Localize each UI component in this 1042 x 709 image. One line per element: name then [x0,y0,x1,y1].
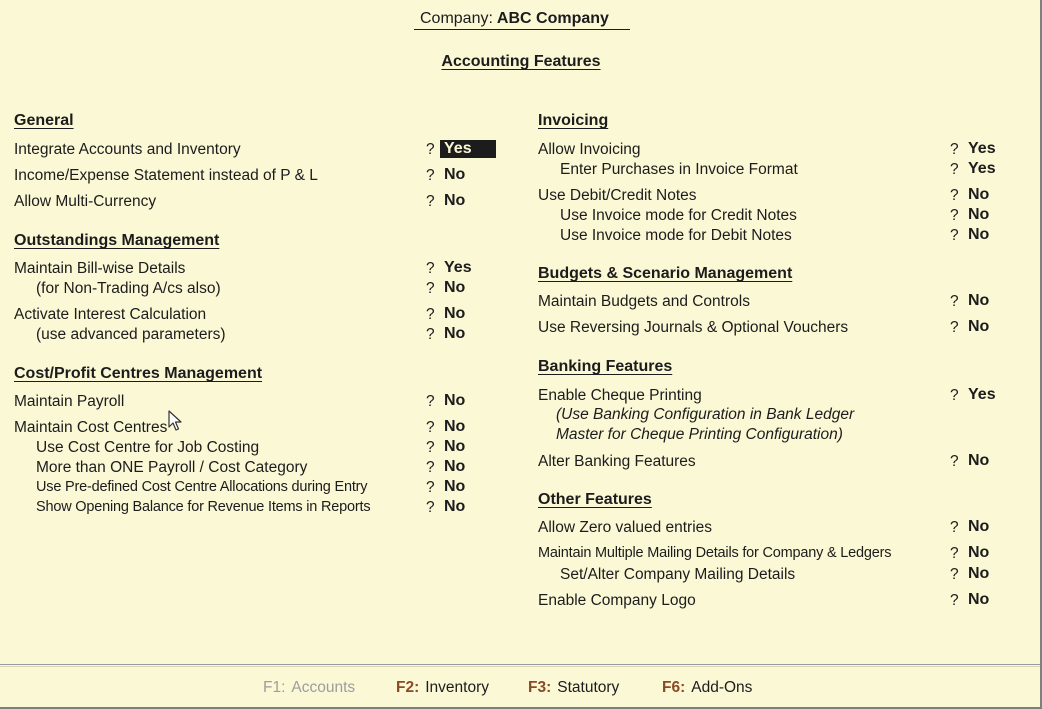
option-income-expense-statement[interactable] [14,167,504,187]
function-key: F1: [263,679,286,696]
question-mark: ? [950,592,959,609]
option-value-field[interactable]: No [968,544,990,561]
option-integrate-accounts-inventory[interactable] [14,141,504,161]
option-set-alter-mailing-details[interactable] [538,566,1008,586]
option-maintain-payroll[interactable] [14,393,504,413]
option-cost-centre-job-costing[interactable] [14,439,504,459]
option-label: Allow Invoicing [538,141,641,158]
option-invoice-mode-credit-notes[interactable] [538,207,1008,227]
option-value-field[interactable]: No [968,318,990,335]
question-mark: ? [950,207,959,224]
question-mark: ? [950,519,959,536]
option-maintain-budgets[interactable] [538,293,1008,313]
option-allow-invoicing[interactable] [538,141,1008,161]
option-label: Enable Company Logo [538,592,696,609]
section-heading-cost-centres: Cost/Profit Centres Management [14,365,263,382]
option-predefined-cost-allocations[interactable] [14,479,504,499]
function-key: F6: [662,679,686,696]
question-mark: ? [950,545,959,562]
question-mark: ? [426,393,435,410]
option-label: Use Cost Centre for Job Costing [36,439,260,456]
f3-statutory-button[interactable] [528,679,619,697]
option-value-field[interactable]: Yes [440,140,496,158]
option-value-field[interactable]: No [444,392,466,409]
option-label: Maintain Multiple Mailing Details for Company & Ledgers [538,545,892,561]
question-mark: ? [426,459,435,476]
option-label: Allow Zero valued entries [538,519,713,536]
section-heading-budgets: Budgets & Scenario Management [538,265,793,282]
option-label: (use advanced parameters) [36,326,226,343]
question-mark: ? [950,187,959,204]
option-label: Allow Multi-Currency [14,193,157,210]
option-label: More than ONE Payroll / Cost Category [36,459,308,476]
option-label: Maintain Budgets and Controls [538,293,750,310]
option-interest-advanced-params[interactable] [14,326,504,346]
section-heading-banking: Banking Features [538,358,673,375]
option-label: Use Pre-defined Cost Centre Allocations during Entry [36,479,368,495]
option-label: Alter Banking Features [538,453,696,470]
option-purchases-invoice-format[interactable] [538,161,1008,181]
option-value-field[interactable]: No [444,418,466,435]
option-label: Activate Interest Calculation [14,306,207,323]
f6-add-ons-button[interactable] [662,679,752,697]
section-heading-other: Other Features [538,491,652,508]
option-label: Show Opening Balance for Revenue Items in Reports [36,499,371,515]
option-label: Maintain Cost Centres [14,419,168,436]
option-value-field[interactable]: No [968,518,990,535]
option-label: Maintain Payroll [14,393,125,410]
question-mark: ? [426,306,435,323]
question-mark: ? [426,419,435,436]
question-mark: ? [426,260,435,277]
option-debit-credit-notes[interactable] [538,187,1008,207]
option-multiple-mailing-details[interactable] [538,545,1008,565]
option-label: Income/Expense Statement instead of P & L [14,167,318,184]
option-allow-zero-valued[interactable] [538,519,1008,539]
option-label: Set/Alter Company Mailing Details [560,566,796,583]
option-value-field[interactable]: No [968,452,990,469]
option-value-field[interactable]: Yes [968,386,996,403]
option-label: Integrate Accounts and Inventory [14,141,241,158]
option-label: Use Invoice mode for Credit Notes [560,207,797,224]
question-mark: ? [426,439,435,456]
option-allow-multi-currency[interactable] [14,193,504,213]
section-heading-outstandings: Outstandings Management [14,232,220,249]
option-value-field[interactable]: No [968,292,990,309]
option-label: Use Invoice mode for Debit Notes [560,227,792,244]
question-mark: ? [426,141,435,158]
option-value-field[interactable]: No [444,498,466,515]
cheque-printing-note-line-1 [538,406,1008,426]
question-mark: ? [426,167,435,184]
question-mark: ? [950,319,959,336]
option-value-field[interactable]: No [444,305,466,322]
option-activate-interest[interactable] [14,306,504,326]
cheque-printing-note-line-2 [538,426,1008,446]
question-mark: ? [950,453,959,470]
note-text: (Use Banking Configuration in Bank Ledger [556,406,855,423]
question-mark: ? [426,479,435,496]
option-value-field[interactable]: No [444,166,466,183]
option-value-field[interactable]: Yes [968,140,996,157]
option-alter-banking-features[interactable] [538,453,1008,473]
option-label: Enter Purchases in Invoice Format [560,161,798,178]
question-mark: ? [950,227,959,244]
option-value-field[interactable]: No [444,458,466,475]
option-invoice-mode-debit-notes[interactable] [538,227,1008,247]
function-key-label: Statutory [557,679,620,696]
option-maintain-bill-wise[interactable] [14,260,504,280]
question-mark: ? [426,193,435,210]
section-heading-general: General [14,112,74,129]
section-heading-invoicing: Invoicing [538,112,609,129]
option-reversing-journals[interactable] [538,319,1008,339]
function-key-label: Accounts [291,679,356,696]
option-value-field[interactable]: No [444,478,466,495]
option-label: (for Non-Trading A/cs also) [36,280,221,297]
mouse-pointer-icon [168,410,184,432]
option-value-field[interactable]: No [968,565,990,582]
footer-separator [0,664,1040,667]
option-label: Use Reversing Journals & Optional Vouchers [538,319,849,336]
option-value-field[interactable]: Yes [968,160,996,177]
option-value-field[interactable]: No [444,192,466,209]
option-opening-balance-revenue[interactable] [14,499,504,519]
note-text: Master for Cheque Printing Configuration) [556,426,843,443]
option-value-field[interactable]: Yes [444,259,472,276]
option-label: Maintain Bill-wise Details [14,260,186,277]
question-mark: ? [426,499,435,516]
f1-accounts-button[interactable] [263,679,355,697]
company-header [414,10,630,30]
f2-inventory-button[interactable] [396,679,489,697]
function-key-bar [0,679,1040,703]
option-value-field[interactable]: No [968,186,990,203]
option-label: Use Debit/Credit Notes [538,187,697,204]
option-value-field[interactable]: No [444,279,466,296]
page-title [0,53,1042,71]
option-bill-wise-non-trading[interactable] [14,280,504,300]
function-key-label: Add-Ons [691,679,753,696]
question-mark: ? [426,326,435,343]
option-multiple-payroll-category[interactable] [14,459,504,479]
option-value-field[interactable]: No [444,325,466,342]
function-key: F3: [528,679,552,696]
option-maintain-cost-centres[interactable] [14,419,504,439]
option-value-field[interactable]: No [444,438,466,455]
page-title-text: Accounting Features [441,53,601,70]
function-key-label: Inventory [425,679,490,696]
question-mark: ? [950,161,959,178]
option-value-field[interactable]: No [968,226,990,243]
question-mark: ? [950,566,959,583]
option-enable-company-logo[interactable] [538,592,1008,612]
option-value-field[interactable]: No [968,206,990,223]
function-key: F2: [396,679,420,696]
company-label: Company: [420,10,493,27]
question-mark: ? [950,387,959,404]
option-label: Enable Cheque Printing [538,387,702,404]
option-enable-cheque-printing[interactable] [538,387,1008,407]
question-mark: ? [426,280,435,297]
company-name: ABC Company [496,10,609,27]
question-mark: ? [950,141,959,158]
option-value-field[interactable]: No [968,591,990,608]
question-mark: ? [950,293,959,310]
